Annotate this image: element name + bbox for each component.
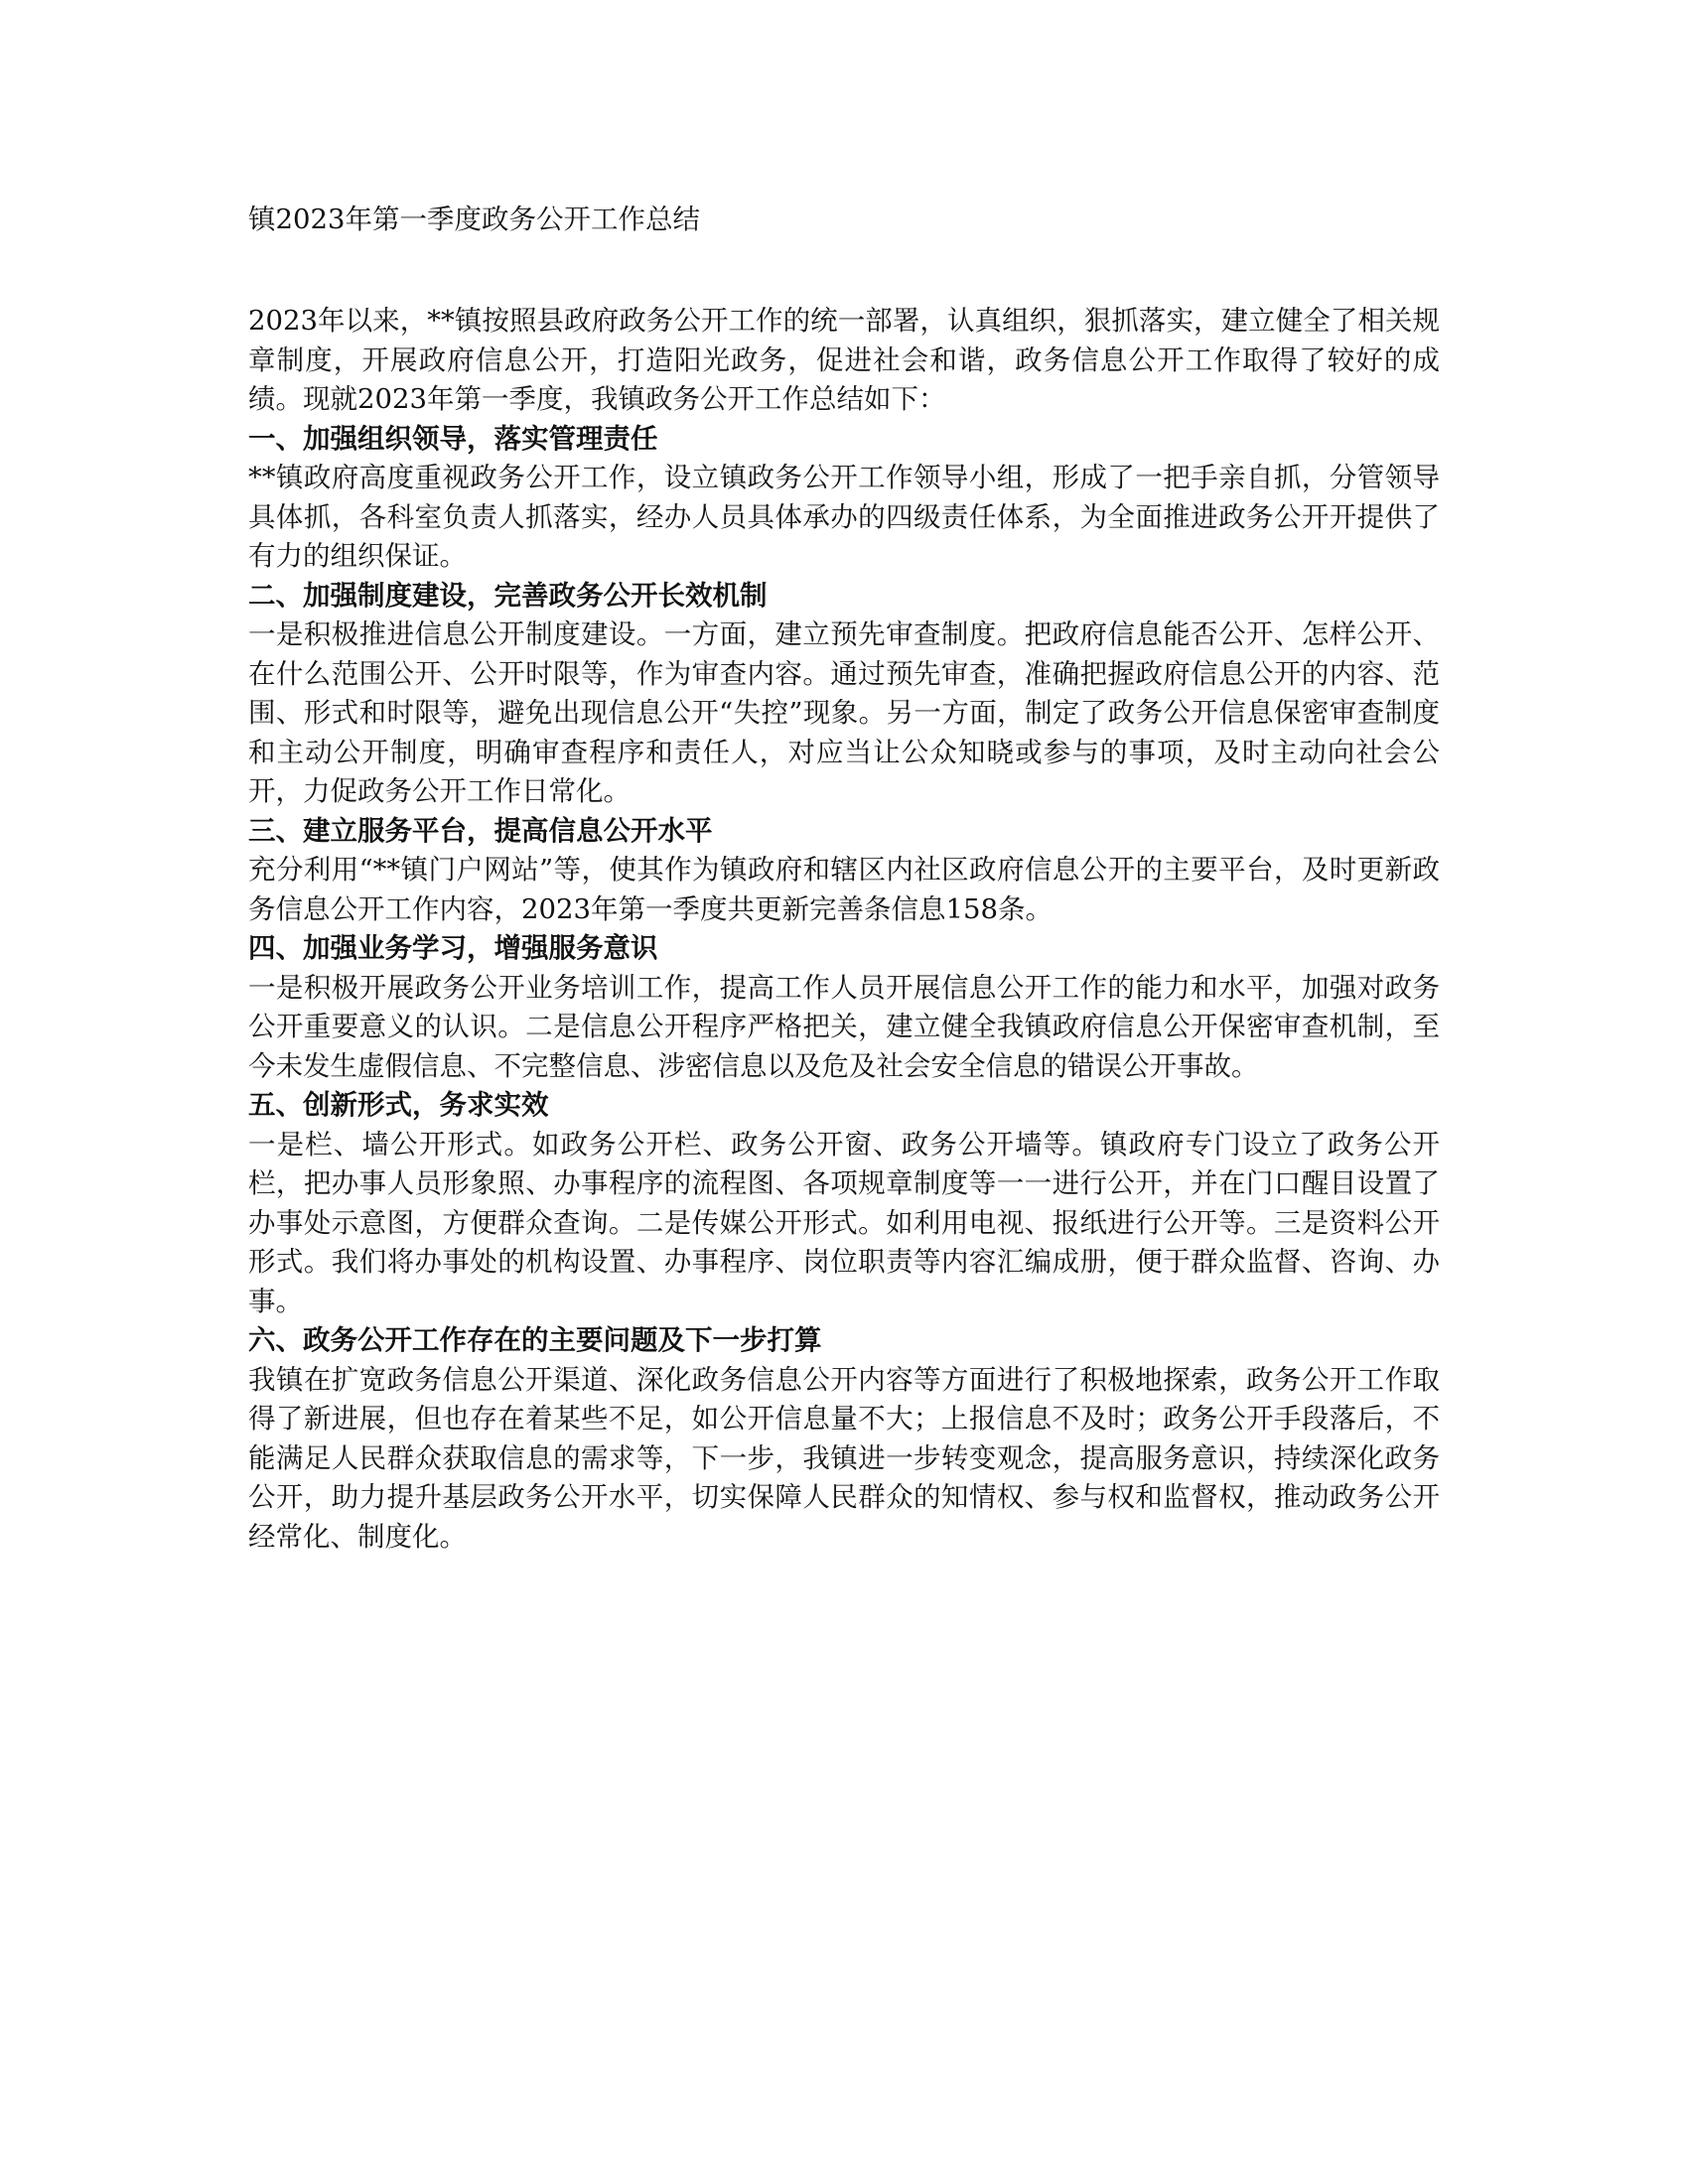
section-heading-5: 五、创新形式，务求实效	[248, 1089, 549, 1121]
section-body-4: 一是积极开展政务公开业务培训工作，提高工作人员开展信息公开工作的能力和水平，加强对政务公开重要意义的认识。二是信息公开程序严格把关，建立健全我镇政府信息公开保密审查机制，至今未发生虚假信息、不完整信息、涉密信息以及危及社会安全信息的错误公开事故。	[248, 971, 1440, 1082]
section-body-6: 我镇在扩宽政务信息公开渠道、深化政务信息公开内容等方面进行了积极地探索，政务公开工作取得了新进展，但也存在着某些不足，如公开信息量不大；上报信息不及时；政务公开手段落后，不能满足人民群众获取信息的需求等，下一步，我镇进一步转变观念，提高服务意识，持续深化政务公开，助力提升基层政务公开水平，切实保障人民群众的知情权、参与权和监督权，推动政务公开经常化、制度化。	[248, 1363, 1440, 1553]
document-title: 镇2023年第一季度政务公开工作总结	[248, 204, 700, 235]
section-heading-1: 一、加强组织领导，落实管理责任	[248, 422, 658, 455]
section-heading-4: 四、加强业务学习，增强服务意识	[248, 932, 658, 964]
document-body	[248, 302, 1440, 1557]
section-body-2: 一是积极推进信息公开制度建设。一方面，建立预先审查制度。把政府信息能否公开、怎样公开、在什么范围公开、公开时限等，作为审查内容。通过预先审查，准确把握政府信息公开的内容、范围、形式和时限等，避免出现信息公开“失控”现象。另一方面，制定了政务公开信息保密审查制度和主动公开制度，明确审查程序和责任人，对应当让公众知晓或参与的事项，及时主动向社会公开，力促政务公开工作日常化。	[248, 618, 1440, 807]
intro-paragraph: 2023年以来，**镇按照县政府政务公开工作的统一部署，认真组织，狠抓落实，建立健全了相关规章制度，开展政府信息公开，打造阳光政务，促进社会和谐，政务信息公开工作取得了较好的成绩。现就2023年第一季度，我镇政务公开工作总结如下：	[248, 305, 1440, 415]
section-body-1: **镇政府高度重视政务公开工作，设立镇政务公开工作领导小组，形成了一把手亲自抓，分管领导具体抓，各科室负责人抓落实，经办人员具体承办的四级责任体系，为全面推进政务公开开提供了有力的组织保证。	[248, 462, 1440, 572]
section-heading-2: 二、加强制度建设，完善政务公开长效机制	[248, 579, 768, 612]
section-heading-6: 六、政务公开工作存在的主要问题及下一步打算	[248, 1324, 822, 1356]
section-body-3: 充分利用“**镇门户网站”等，使其作为镇政府和辖区内社区政府信息公开的主要平台，及时更新政务信息公开工作内容，2023年第一季度共更新完善条信息158条。	[248, 854, 1440, 925]
section-body-5: 一是栏、墙公开形式。如政务公开栏、政务公开窗、政务公开墙等。镇政府专门设立了政务公开栏，把办事人员形象照、办事程序的流程图、各项规章制度等一一进行公开，并在门口醒目设置了办事处示意图，方便群众查询。二是传媒公开形式。如利用电视、报纸进行公开等。三是资料公开形式。我们将办事处的机构设置、办事程序、岗位职责等内容汇编成册，便于群众监督、咨询、办事。	[248, 1128, 1440, 1317]
section-heading-3: 三、建立服务平台，提高信息公开水平	[248, 814, 713, 847]
